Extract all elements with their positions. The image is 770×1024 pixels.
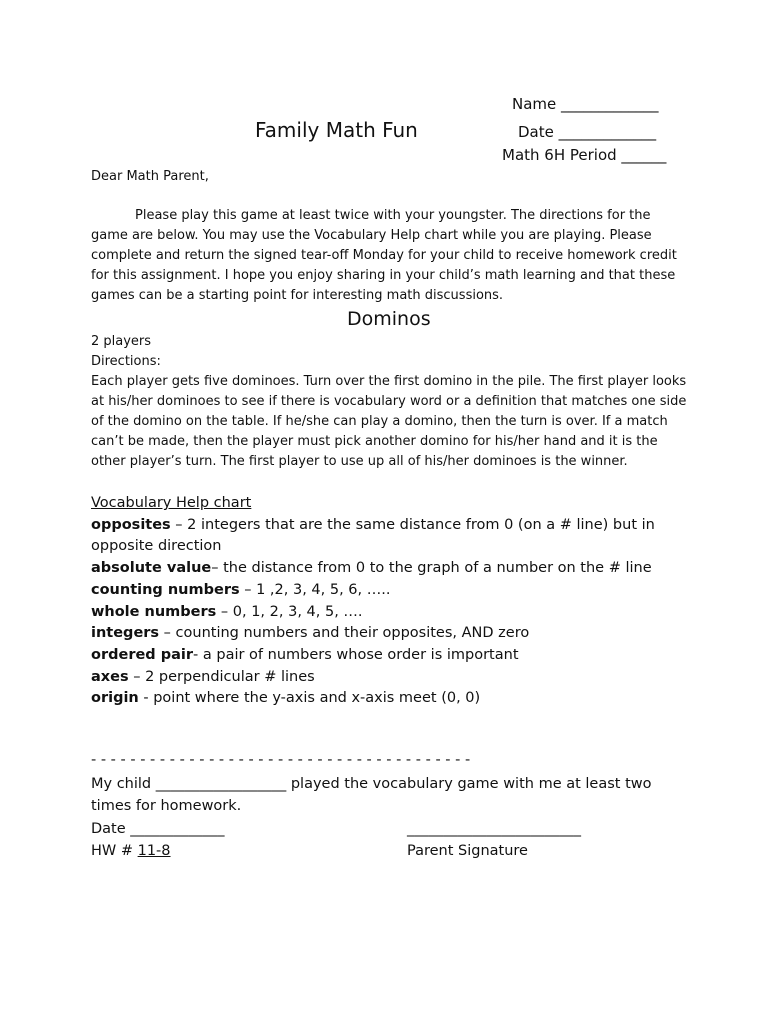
vocab-term: opposites xyxy=(91,516,171,533)
vocab-term: axes xyxy=(91,668,129,685)
vocab-definition: – 2 integers that are the same distance from 0 (on a # line) but in opposite direction xyxy=(91,516,655,555)
signature-line: ________________________ xyxy=(407,821,581,837)
game-directions xyxy=(91,332,691,472)
vocab-item xyxy=(91,688,691,710)
vocab-item xyxy=(91,580,691,602)
players-count: 2 players xyxy=(91,334,152,349)
vocab-definition: – 2 perpendicular # lines xyxy=(128,668,315,685)
vocab-item xyxy=(91,515,691,558)
vocab-definition: – 0, 1, 2, 3, 4, 5, …. xyxy=(216,603,363,620)
vocab-term: integers xyxy=(91,625,160,642)
child-statement: My child __________________ played the vocabulary game with me at least two times for homework. xyxy=(91,776,652,814)
vocab-definition: – counting numbers and their opposites, AND zero xyxy=(159,625,530,642)
intro-paragraph-text: Please play this game at least twice with your youngster. The directions for the game are below. You may use the Vocabulary Help chart while you are playing. Please complete and return the signed tear-off Monday for your child to receive homework credit for this assignment. I hope you enjoy sharing in your child’s math learning and that these games can be a starting point for interesting math discussions. xyxy=(91,208,677,303)
vocab-term: whole numbers xyxy=(91,603,217,620)
vocab-item xyxy=(91,558,691,580)
vocab-item xyxy=(91,623,691,645)
tear-off-slip xyxy=(91,774,691,817)
homework-value: 11-8 xyxy=(137,843,171,859)
directions-text: Each player gets five dominoes. Turn over the first domino in the pile. The first player looks at his/her dominoes to see if there is vocabulary word or a definition that matches one side of the domino on the table. If he/she can play a domino, then the turn is over. If a match can’t be made, then the player must pick another domino for his/her hand and it is the other player’s turn. The first player to use up all of his/her dominoes is the winner. xyxy=(91,374,687,469)
vocab-definition: - a pair of numbers whose order is important xyxy=(193,646,519,663)
vocab-item xyxy=(91,667,691,689)
tear-off-divider: - - - - - - - - - - - - - - - - - - - - - - - - - - - - - - - - - - - - - - - xyxy=(91,752,471,768)
game-title: Dominos xyxy=(347,308,431,330)
vocab-term: origin xyxy=(91,690,139,707)
vocab-definition: – the distance from 0 to the graph of a number on the # line xyxy=(211,560,652,577)
vocab-item xyxy=(91,602,691,624)
homework-label: HW # xyxy=(91,843,138,859)
vocab-term: absolute value xyxy=(91,560,212,577)
signature-label: Parent Signature xyxy=(407,843,528,859)
vocab-term: counting numbers xyxy=(91,581,240,598)
homework-number xyxy=(91,840,171,862)
period-field: Math 6H Period ______ xyxy=(502,146,667,164)
vocabulary-title: Vocabulary Help chart xyxy=(91,495,252,511)
vocab-definition: - point where the y-axis and x-axis meet (0, 0) xyxy=(138,690,481,707)
intro-paragraph xyxy=(91,206,681,306)
vocab-term: ordered pair xyxy=(91,646,194,663)
name-field: Name _____________ xyxy=(512,95,659,113)
tear-off-date-field: Date _____________ xyxy=(91,821,225,837)
greeting: Dear Math Parent, xyxy=(91,169,209,184)
vocab-item xyxy=(91,645,691,667)
date-field: Date _____________ xyxy=(518,123,657,141)
page-title: Family Math Fun xyxy=(255,118,418,142)
vocab-definition: – 1 ,2, 3, 4, 5, 6, ….. xyxy=(239,581,391,598)
vocabulary-chart xyxy=(91,493,691,710)
directions-label: Directions: xyxy=(91,354,161,369)
